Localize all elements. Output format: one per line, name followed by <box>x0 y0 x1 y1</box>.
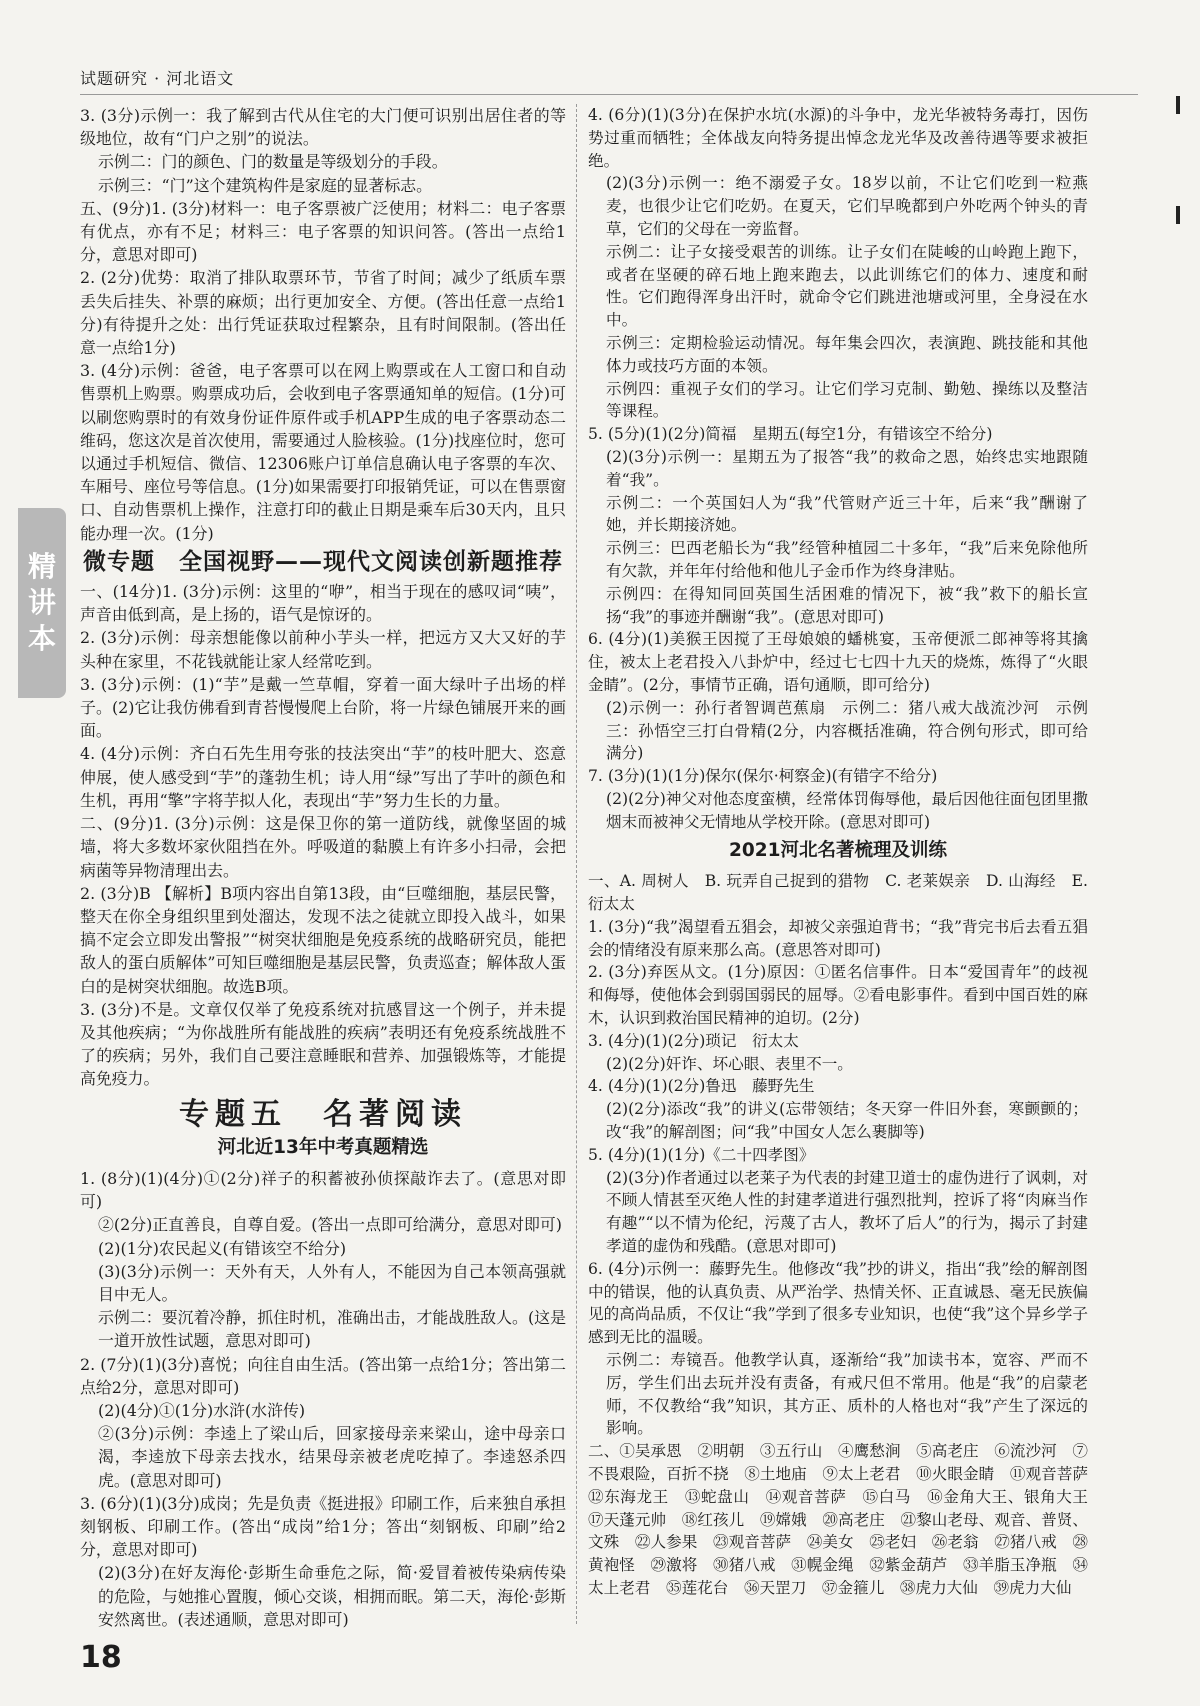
column-divider <box>576 104 577 1624</box>
answer-paragraph: (2)(1分)农民起义(有错该空不给分) <box>98 1238 347 1258</box>
answer-paragraph: 1. (3分)“我”渴望看五猖会，却被父亲强迫背书；“我”背完书后去看五猖会的情绪没有原来那么高。(意思答对即可) <box>588 917 1088 959</box>
side-tab-char: 讲 <box>27 586 56 619</box>
answer-paragraph: 二、(9分)1. (3分)示例：这是保卫你的第一道防线，就像坚固的城墙，将大多数坏家伙阻挡在外。呼吸道的黏膜上有许多小扫帚，会把病菌等异物清理出去。 <box>80 814 566 880</box>
page-header: 试题研究 · 河北语文 <box>80 69 235 88</box>
answer-paragraph: 二、①吴承恩 ②明朝 ③五行山 ④鹰愁涧 ⑤高老庄 ⑥流沙河 ⑦不畏艰险，百折不挠 ⑧土地庙 ⑨太上老君 ⑩火眼金睛 ⑪观音菩萨 ⑫东海龙王 ⑬蛇盘山 ⑭观音菩萨 ⑮白马 ⑯金角大王、银角大王 ⑰天蓬元帅 ⑱红孩儿 ⑲嫦娥 ⑳高老庄 ㉑黎山老母、观音、普贤、文殊 ㉒人参果 ㉓观音菩萨 ㉔美女 ㉕老妇 ㉖老翁 ㉗猪八戒 ㉘黄袍怪 ㉙激将 ㉚猪八戒 ㉛幌金绳 ㉜紫金葫芦 ㉝羊脂玉净瓶 ㉞太上老君 ㉟莲花台 ㊱天罡刀 ㊲金箍儿 ㊳虎力大仙 ㊴虎力大仙 <box>588 1442 1104 1597</box>
answer-paragraph: 3. (6分)(1)(3分)成岗；先是负责《挺进报》印刷工作，后来独自承担刻钢板、印刷工作。(答出“成岗”给1分；答出“刻钢板、印刷”给2分，意思对即可) <box>80 1493 566 1560</box>
answer-paragraph: (2)(3分)在好友海伦·彭斯生命垂危之际，简·爱冒着被传染病传染的危险，与她推心置腹，倾心交谈，相拥而眠。第二天，海伦·彭斯安然离世。(表述通顺，意思对即可) <box>98 1563 566 1629</box>
edge-mark <box>1176 206 1180 224</box>
answer-paragraph: ②(2分)正直善良，自尊自爱。(答出一点即可给满分，意思对即可) <box>98 1215 562 1235</box>
answer-paragraph: 4. (4分)示例：齐白石先生用夸张的技法突出“芋”的枝叶肥大、恣意伸展，使人感受到“芋”的蓬勃生机；诗人用“绿”写出了芋叶的颜色和生机，再用“擎”字将芋拟人化，表现出“芋”努力生长的力量。 <box>80 744 566 810</box>
section-heading: 2021河北名著梳理及训练 <box>729 839 947 861</box>
answer-paragraph: 示例二：要沉着冷静，抓住时机，准确出击，才能战胜敌人。(这是一道开放性试题，意思对即可) <box>98 1308 566 1351</box>
answer-paragraph: 一、(14分)1. (3分)示例：这里的“咿”，相当于现在的感叹词“咦”，声音由低到高，是上扬的，语气是惊讶的。 <box>80 582 566 625</box>
answer-paragraph: 3. (3分)示例一：我了解到古代从住宅的大门便可识别出居住者的等级地位，故有“门户之别”的说法。 <box>80 106 566 149</box>
answer-paragraph: (3)(3分)示例一：天外有天，人外有人，不能因为自己本领高强就目中无人。 <box>98 1261 566 1304</box>
answer-paragraph: (2)(4分)①(1分)水浒(水浒传) <box>98 1400 306 1420</box>
answer-paragraph: 示例三：定期检验运动情况。每年集会四次，表演跑、跳技能和其他体力或技巧方面的本领。 <box>606 333 1088 375</box>
answer-paragraph: 示例四：在得知同回英国生活困难的情况下，被“我”救下的船长宣扬“我”的事迹并酬谢“我”。(意思对即可) <box>606 584 1088 626</box>
answer-paragraph: 2. (7分)(1)(3分)喜悦；向往自由生活。(答出第一点给1分；答出第二点给2分，意思对即可) <box>80 1354 566 1397</box>
answer-paragraph: 5. (4分)(1)(1分)《二十四孝图》 <box>588 1145 815 1164</box>
answer-paragraph: (2)(2分)奸诈、坏心眼、表里不一。 <box>606 1054 853 1073</box>
right-column <box>588 104 1104 1600</box>
section-heading: 微专题 全国视野——现代文阅读创新题推荐 <box>83 548 563 575</box>
answer-paragraph: (2)(3分)作者通过以老莱子为代表的封建卫道士的虚伪进行了讽刺，对不顾人情甚至灭绝人性的封建孝道进行强烈批判，控诉了将“肉麻当作有趣”“以不情为伦纪，污蔑了古人，教坏了后人”的行为，揭示了封建孝道的虚伪和残酷。(意思对即可) <box>606 1168 1088 1256</box>
answer-paragraph: 五、(9分)1. (3分)材料一：电子客票被广泛使用；材料二：电子客票有优点，亦有不足；材料三：电子客票的知识问答。(答出一点给1分，意思对即可) <box>80 198 566 265</box>
left-column <box>80 104 566 1631</box>
answer-paragraph: 3. (4分)(1)(2分)琐记 衍太太 <box>588 1031 799 1050</box>
section-heading: 专题五 名著阅读 <box>179 1096 467 1132</box>
page-number: 18 <box>80 1640 122 1675</box>
answer-paragraph: 1. (8分)(1)(4分)①(2分)祥子的积蓄被孙侦探敲诈去了。(意思对即可) <box>80 1168 566 1212</box>
answer-paragraph: 示例二：一个英国妇人为“我”代管财产近三十年，后来“我”酬谢了她，并长期接济她。 <box>606 493 1088 535</box>
answer-paragraph: 示例三：“门”这个建筑构件是家庭的显著标志。 <box>98 175 433 195</box>
answer-paragraph: 3. (4分)示例：爸爸，电子客票可以在网上购票或在人工窗口和自动售票机上购票。购票成功后，会收到电子客票通知单的短信。(1分)可以刷您购票时的有效身份证件原件或手机APP生成的电子客票动态二维码，您这次是首次使用，需要通过人脸核验。(1分)找座位时，您可以通过手机短信、微信、12306账户订单信息确认电子客票的车次、车厢号、座位号等信息。(1分)如果需要打印报销凭证，可以在售票窗口、自动售票机上操作，注意打印的截止日期是乘车后30天内，且只能办理一次。(1分) <box>80 361 566 543</box>
header-divider <box>80 94 1138 95</box>
answer-paragraph: 2. (3分)B 【解析】B项内容出自第13段，由“巨噬细胞，基层民警，整天在你全身组织里到处溜达，发现不法之徒就立即投入战斗，如果搞不定会立即发出警报”“树突状细胞是免疫系统的战略研究员，能把敌人的蛋白质解体”可知巨噬细胞是基层民警，负责巡查；解体敌人蛋白的是树突状细胞。故选B项。 <box>80 883 566 996</box>
answer-paragraph: (2)(3分)示例一：绝不溺爱子女。18岁以前，不让它们吃到一粒燕麦，也很少让它们吃奶。在夏天，它们早晚都到户外吃两个钟头的青草，它们的父母在一旁监督。 <box>606 174 1088 238</box>
side-tab-char: 本 <box>27 622 56 655</box>
answer-paragraph: 4. (4分)(1)(2分)鲁迅 藤野先生 <box>588 1077 815 1096</box>
section-heading: 河北近13年中考真题精选 <box>217 1136 429 1158</box>
side-tab <box>18 508 66 698</box>
answer-paragraph: 6. (4分)(1)美猴王因搅了王母娘娘的蟠桃宴，玉帝便派二郎神等将其擒住，被太上老君投入八卦炉中，经过七七四十九天的烧炼，炼得了“火眼金睛”。(2分，事情节正确，语句通顺，即可给分) <box>588 630 1088 694</box>
answer-paragraph: (2)示例一：孙行者智调芭蕉扇 示例二：猪八戒大战流沙河 示例三：孙悟空三打白骨精(2分，内容概括准确，符合例句形式，即可给满分) <box>606 698 1088 763</box>
answer-paragraph: 5. (5分)(1)(2分)简福 星期五(每空1分，有错该空不给分) <box>588 425 993 444</box>
answer-paragraph: 示例二：寿镜吾。他教学认真，逐渐给“我”加读书本，宽容、严而不厉，学生们出去玩并没有责备，有戒尺但不常用。他是“我”的启蒙老师，不仅教给“我”知识，其方正、质朴的人格也对“我”产生了深远的影响。 <box>606 1351 1088 1438</box>
edge-mark <box>1176 96 1180 114</box>
answer-paragraph: (2)(3分)示例一：星期五为了报答“我”的救命之恩，始终忠实地跟随着“我”。 <box>606 447 1088 489</box>
answer-paragraph: 2. (3分)弃医从文。(1分)原因：①匿名信事件。日本“爱国青年”的歧视和侮辱，使他体会到弱国弱民的屈辱。②看电影事件。看到中国百姓的麻木，认识到救治国民精神的迫切。(2分) <box>588 963 1088 1028</box>
answer-paragraph: 2. (2分)优势：取消了排队取票环节，节省了时间；减少了纸质车票丢失后挂失、补票的麻烦；出行更加安全、方便。(答出任意一点给1分)有待提升之处：出行凭证获取过程繁杂，且有时间限制。(答出任意一点给1分) <box>80 268 566 358</box>
answer-paragraph: 示例三：巴西老船长为“我”经管种植园二十多年，“我”后来免除他所有欠款，并年年付给他和他儿子金币作为终身津贴。 <box>606 539 1088 580</box>
side-tab-char: 精 <box>27 550 56 583</box>
answer-paragraph: ②(3分)示例：李逵上了梁山后，回家接母亲来梁山，途中母亲口渴，李逵放下母亲去找水，结果母亲被老虎吃掉了。李逵怒杀四虎。(意思对即可) <box>98 1424 566 1490</box>
answer-paragraph: (2)(2分)神父对他态度蛮横，经常体罚侮辱他，最后因他往面包团里撒烟末而被神父无情地从学校开除。(意思对即可) <box>606 789 1088 831</box>
answer-paragraph: 2. (3分)示例：母亲想能像以前种小芋头一样，把远方又大又好的芋头种在家里，不花钱就能让家人经常吃到。 <box>80 628 566 671</box>
answer-paragraph: 4. (6分)(1)(3分)在保护水坑(水源)的斗争中，龙光华被特务毒打，因伤势过重而牺牲；全体战友向特务提出悼念龙光华及改善待遇等要求被拒绝。 <box>588 106 1088 170</box>
answer-paragraph: 6. (4分)示例一：藤野先生。他修改“我”抄的讲义，指出“我”绘的解剖图中的错误，他的认真负责、从严治学、热情关怀、正直诚恳、毫无民族偏见的高尚品质，不仅让“我”学到了很多专业知识，也使“我”这个异乡学子感到无比的温暖。 <box>588 1259 1088 1347</box>
answer-paragraph: (2)(2分)添改“我”的讲义(忘带领结；冬天穿一件旧外套，寒颤颤的；改“我”的解剖图；问“我”中国女人怎么裹脚等) <box>606 1100 1088 1142</box>
answer-paragraph: 3. (3分)示例：(1)“芋”是戴一竺草帽，穿着一面大绿叶子出场的样子。(2)它让我仿佛看到青苔慢慢爬上台阶，将一片绿色铺展开来的画面。 <box>80 674 566 741</box>
answer-paragraph: 一、A. 周树人 B. 玩弄自己捉到的猎物 C. 老莱娱亲 D. 山海经 E. 衍太太 <box>588 872 1088 914</box>
answer-paragraph: 7. (3分)(1)(1分)保尔(保尔·柯察金)(有错字不给分) <box>588 767 938 786</box>
answer-paragraph: 示例二：让子女接受艰苦的训练。让子女们在陡峻的山岭跑上跑下，或者在坚硬的碎石地上跑来跑去，以此训练它们的体力、速度和耐性。它们跑得浑身出汗时，就命令它们跳进池塘或河里，全身浸在水中。 <box>606 242 1088 330</box>
answer-paragraph: 示例四：重视子女们的学习。让它们学习克制、勤勉、操练以及整洁等课程。 <box>606 379 1088 421</box>
answer-paragraph: 3. (3分)不是。文章仅仅举了免疫系统对抗感冒这一个例子，并未提及其他疾病；“为你战胜所有能战胜的疾病”表明还有免疫系统战胜不了的疾病；另外，我们自己要注意睡眠和营养、加强锻炼等，才能提高免疫力。 <box>80 999 566 1089</box>
answer-paragraph: 示例二：门的颜色、门的数量是等级划分的手段。 <box>98 152 448 172</box>
